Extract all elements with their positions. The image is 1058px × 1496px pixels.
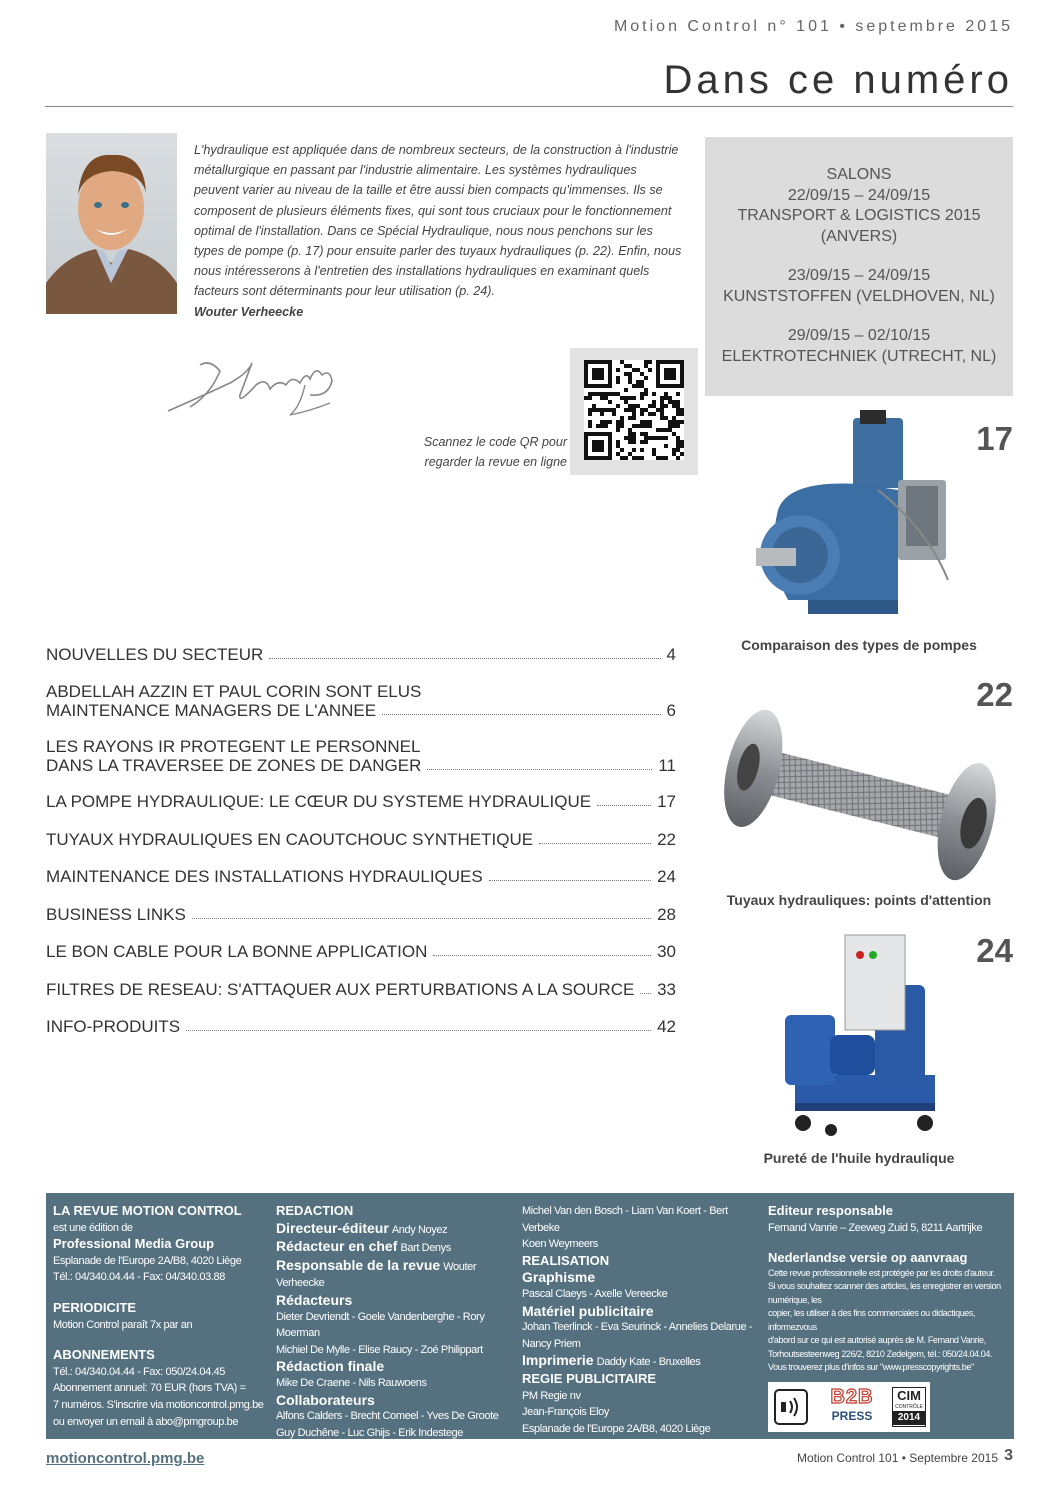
toc-page-number: 11 bbox=[658, 756, 676, 775]
copyright-text: Cette revue professionnelle est protégée par les droits d'auteur. bbox=[768, 1267, 995, 1278]
masthead-person: Nancy Priem bbox=[522, 1337, 581, 1350]
masthead-person: Koen Weymeers bbox=[522, 1238, 598, 1251]
feature-caption-22: Tuyaux hydrauliques: points d'attention bbox=[726, 892, 992, 908]
toc-leader-dots bbox=[489, 880, 651, 881]
copyright-text: copier, les utiliser à des fins commerciales ou didactiques, informezvous bbox=[768, 1308, 976, 1332]
intro-text: L'hydraulique est appliquée dans de nombreux secteurs, de la construction à l'industrie métallurgique en passant par l'industrie alimentaire. Les systèmes hydrauliques peuvent varier au niveau de la taille et être aussi bien compacts qu'immenses. Ils se composent de plusieurs éléments fixes, qui sont tous cruciaux pour le fonctionnement optimal de l'installation. Dans ce Spécial Hydraulique, nous nous penchons sur les types de pompe (p. 17) pour ensuite parler des tuyaux hydrauliques (p. 22). Enfin, nous nous intéresserons à l'entretien des installations hydrauliques en examinant quels facteurs sont déterminants pour leur utilisation (p. 24). bbox=[194, 143, 682, 299]
editorial-intro bbox=[194, 140, 684, 322]
masthead-role: Rédacteurs bbox=[276, 1291, 353, 1308]
toc-page-number: 4 bbox=[666, 645, 676, 664]
masthead-heading: REALISATION bbox=[522, 1252, 610, 1268]
masthead-person: Pascal Claeys - Axelle Vereecke bbox=[522, 1287, 668, 1300]
toc-title: BUSINESS LINKS bbox=[46, 905, 186, 924]
toc-leader-dots bbox=[597, 805, 651, 806]
toc-page-number: 22 bbox=[657, 830, 676, 849]
masthead-text: Tél.: 04/340.04.44 - Fax: 04/340.03.88 bbox=[53, 1271, 225, 1284]
salon-line: 22/09/15 – 24/09/15 bbox=[787, 186, 931, 204]
masthead-person: Johan Teerlinck - Eva Seurinck - Annelies Delarue - bbox=[522, 1321, 753, 1334]
copyright-text: d'abord sur ce qui est autorisé auprès de M. Fernand Vanrie, bbox=[768, 1335, 986, 1346]
masthead-text: Fernand Vanrie – Zeeweg Zuid 5, 8211 Aartrijke bbox=[768, 1221, 983, 1234]
masthead-text: Motion Control paraît 7x par an bbox=[53, 1318, 193, 1331]
qr-caption-line2: regarder la revue en ligne bbox=[424, 455, 567, 469]
page-title: Dans ce numéro bbox=[663, 58, 1013, 102]
masthead-heading: PERIODICITE bbox=[53, 1299, 137, 1315]
toc-title-line: LES RAYONS IR PROTEGENT LE PERSONNEL bbox=[46, 737, 421, 756]
oil-purifier-photo bbox=[775, 925, 945, 1140]
toc-title: DANS LA TRAVERSEE DE ZONES DE DANGER bbox=[46, 756, 422, 775]
feature-caption-24: Pureté de l'huile hydraulique bbox=[763, 1150, 955, 1166]
toc-page-number: 24 bbox=[657, 867, 676, 886]
certification-logos bbox=[768, 1382, 930, 1432]
masthead-col-realisation bbox=[522, 1203, 760, 1454]
website-link[interactable]: motioncontrol.pmg.be bbox=[46, 1450, 205, 1467]
toc-entry[interactable] bbox=[46, 682, 676, 720]
feature-page-22: 22 bbox=[976, 676, 1013, 713]
salon-line: SALONS bbox=[826, 166, 892, 183]
masthead-text: est une édition de bbox=[53, 1221, 133, 1234]
toc-page-number: 30 bbox=[657, 942, 676, 961]
author-signature bbox=[160, 345, 350, 425]
salon-line: (ANVERS) bbox=[820, 227, 898, 245]
masthead-heading: ABONNEMENTS bbox=[53, 1347, 155, 1363]
toc-entry[interactable] bbox=[46, 980, 676, 999]
masthead-person: Chloé Martin - Luc-Yves Ophals - Paul Paulus bbox=[276, 1443, 483, 1456]
masthead-heading: LA REVUE MOTION CONTROL bbox=[53, 1203, 242, 1218]
masthead-heading: Nederlandse versie op aanvraag bbox=[768, 1250, 968, 1266]
cim-logo-year: 2014 bbox=[893, 1411, 925, 1425]
salon-line: 23/09/15 – 24/09/15 bbox=[787, 267, 931, 284]
salon-line: KUNSTSTOFFEN (VELDHOVEN, NL) bbox=[723, 287, 995, 305]
toc-entry[interactable] bbox=[46, 942, 676, 961]
masthead-text: Esplanade de l'Europe 2A/B8, 4020 Liège bbox=[522, 1422, 711, 1435]
masthead-text: ou envoyer un email à abo@pmgroup.be bbox=[53, 1415, 239, 1428]
toc-title: NOUVELLES DU SECTEUR bbox=[46, 645, 264, 664]
salon-entry bbox=[705, 326, 1013, 367]
toc-title-line: ABDELLAH AZZIN ET PAUL CORIN SONT ELUS bbox=[46, 682, 422, 701]
masthead-person: Daddy Kate - Bruxelles bbox=[596, 1356, 701, 1369]
masthead-person: Verheecke bbox=[276, 1277, 325, 1290]
toc-title: LE BON CABLE POUR LA BONNE APPLICATION bbox=[46, 942, 428, 961]
qr-caption-line1: Scannez le code QR pour bbox=[423, 435, 567, 449]
toc-leader-dots bbox=[186, 1030, 651, 1031]
masthead-role: Directeur-éditeur bbox=[276, 1219, 389, 1236]
masthead-role: Collaborateurs bbox=[276, 1391, 375, 1408]
qr-code[interactable] bbox=[570, 348, 698, 475]
masthead-person: Mike De Craene - Nils Rauwoens bbox=[276, 1376, 427, 1389]
toc-entry[interactable] bbox=[46, 830, 676, 849]
masthead-text: PM Regie nv bbox=[522, 1389, 581, 1402]
toc-entry[interactable] bbox=[46, 1017, 676, 1036]
toc-leader-dots bbox=[427, 769, 652, 770]
b2b-logo-text: B2B bbox=[830, 1386, 874, 1408]
toc-title: INFO-PRODUITS bbox=[46, 1017, 181, 1036]
salon-line: 29/09/15 – 02/10/15 bbox=[787, 327, 931, 344]
salon-entry bbox=[705, 165, 1013, 247]
toc-leader-dots bbox=[382, 714, 660, 715]
toc-page-number: 28 bbox=[657, 905, 676, 924]
feature-page-17: 17 bbox=[976, 420, 1013, 457]
masthead-text: Abonnement annuel: 70 EUR (hors TVA) = bbox=[53, 1382, 246, 1395]
masthead-text: Tél.: 04/340.04.44 – Fax: 04/340.03.88 bbox=[522, 1439, 697, 1452]
qr-code-icon bbox=[584, 360, 684, 460]
masthead-role: Graphisme bbox=[522, 1269, 596, 1286]
toc-title: FILTRES DE RESEAU: S'ATTAQUER AUX PERTURBATIONS A LA SOURCE bbox=[46, 980, 635, 999]
masthead-person: Guy Duchêne - Luc Ghijs - Erik Indestege bbox=[276, 1426, 463, 1439]
masthead-col-editor bbox=[768, 1203, 1010, 1375]
masthead-role: Imprimerie bbox=[522, 1352, 594, 1369]
cim-logo-subtext: CONTRÔLE bbox=[895, 1404, 923, 1410]
toc-entry[interactable] bbox=[46, 867, 676, 886]
page-number: 3 bbox=[1004, 1447, 1013, 1464]
feature-caption-17: Comparaison des types de pompes bbox=[741, 637, 977, 653]
toc-page-number: 17 bbox=[657, 792, 676, 811]
toc-title: TUYAUX HYDRAULIQUES EN CAOUTCHOUC SYNTHETIQUE bbox=[46, 830, 534, 849]
toc-page-number: 33 bbox=[657, 980, 676, 999]
masthead-col-redaction bbox=[276, 1203, 514, 1458]
qr-caption bbox=[395, 432, 567, 472]
toc-leader-dots bbox=[539, 843, 651, 844]
copyright-text: Vous trouverez plus d'infos sur "www.presscopyrights.be" bbox=[768, 1362, 974, 1373]
toc-page-number: 6 bbox=[666, 701, 676, 720]
header-divider bbox=[45, 106, 1013, 107]
masthead-person: Wouter bbox=[443, 1260, 477, 1273]
salon-entry bbox=[705, 266, 1013, 307]
toc-title: MAINTENANCE MANAGERS DE L'ANNEE bbox=[46, 701, 377, 720]
toc-leader-dots bbox=[640, 993, 651, 994]
toc-title: LA POMPE HYDRAULIQUE: LE CŒUR DU SYSTEME HYDRAULIQUE bbox=[46, 792, 592, 811]
b2b-press-logo bbox=[824, 1386, 880, 1424]
toc-title: MAINTENANCE DES INSTALLATIONS HYDRAULIQUES bbox=[46, 867, 483, 886]
masthead-person: Michiel De Mylle - Elise Raucy - Zoé Philippart bbox=[276, 1343, 483, 1356]
masthead-person: Dieter Devriendt - Goele Vandenberghe - Rory Moerman bbox=[276, 1310, 485, 1340]
toc-leader-dots bbox=[192, 918, 651, 919]
toc-entry[interactable] bbox=[46, 905, 676, 924]
salon-line: TRANSPORT & LOGISTICS 2015 bbox=[737, 207, 981, 224]
masthead-person: Michel Van den Bosch - Liam Van Koert - Bert Verbeke bbox=[522, 1205, 728, 1234]
masthead-heading: Professional Media Group bbox=[53, 1236, 215, 1252]
b2b-logo-subtext: PRESS bbox=[831, 1409, 873, 1423]
toc-entry[interactable] bbox=[46, 645, 676, 664]
footer-issue: Motion Control 101 • Septembre 2015 bbox=[797, 1451, 998, 1465]
masthead-text: 7 numéros. S'inscrire via motioncontrol.pmg.be bbox=[53, 1398, 264, 1411]
cim-logo-text: CIM bbox=[897, 1388, 921, 1403]
masthead-role: Rédacteur en chef bbox=[276, 1238, 398, 1255]
masthead-heading: REDACTION bbox=[276, 1203, 354, 1218]
intro-author: Wouter Verheecke bbox=[194, 304, 304, 319]
copyright-text: Torhoutsesteenweg 226/2, 8210 Zedelgem, tél.: 050/24.04.04. bbox=[768, 1348, 993, 1359]
masthead-role: Responsable de la revue bbox=[276, 1256, 441, 1273]
toc-entry[interactable] bbox=[46, 737, 676, 775]
press-logo-icon bbox=[774, 1389, 808, 1425]
hose-photo bbox=[705, 705, 1015, 885]
masthead-role: Matériel publicitaire bbox=[522, 1302, 654, 1319]
salon-line: ELEKTROTECHNIEK (UTRECHT, NL) bbox=[721, 347, 997, 365]
masthead-heading: Editeur responsable bbox=[768, 1203, 893, 1218]
masthead-col-publisher bbox=[53, 1203, 268, 1430]
masthead-text: Jean-François Eloy bbox=[522, 1406, 609, 1419]
toc-page-number: 42 bbox=[657, 1017, 676, 1036]
issue-line: Motion Control n° 101 • septembre 2015 bbox=[613, 18, 1013, 35]
salons-box bbox=[705, 137, 1013, 396]
copyright-text: Si vous souhaitez scanner des articles, les enregistrer en version numérique, les bbox=[768, 1281, 1001, 1305]
toc-leader-dots bbox=[433, 955, 651, 956]
toc-leader-dots bbox=[269, 658, 660, 659]
masthead-text: Esplanade de l'Europe 2A/B8, 4020 Liège bbox=[53, 1254, 242, 1267]
masthead-heading: REGIE PUBLICITAIRE bbox=[522, 1370, 657, 1386]
masthead-person: Andy Noyez bbox=[391, 1223, 448, 1236]
feature-page-24: 24 bbox=[976, 932, 1013, 969]
masthead-role: Rédaction finale bbox=[276, 1358, 385, 1375]
pump-photo bbox=[748, 410, 968, 625]
author-portrait bbox=[46, 133, 177, 314]
cim-logo bbox=[892, 1387, 926, 1427]
toc-entry[interactable] bbox=[46, 792, 676, 811]
masthead-person: Bart Denys bbox=[400, 1242, 451, 1255]
masthead-footer bbox=[46, 1193, 1014, 1456]
masthead-text: Tél.: 04/340.04.44 - Fax: 050/24.04.45 bbox=[53, 1365, 225, 1378]
masthead-person: Alfons Calders - Brecht Comeel - Yves De Groote bbox=[276, 1410, 499, 1423]
